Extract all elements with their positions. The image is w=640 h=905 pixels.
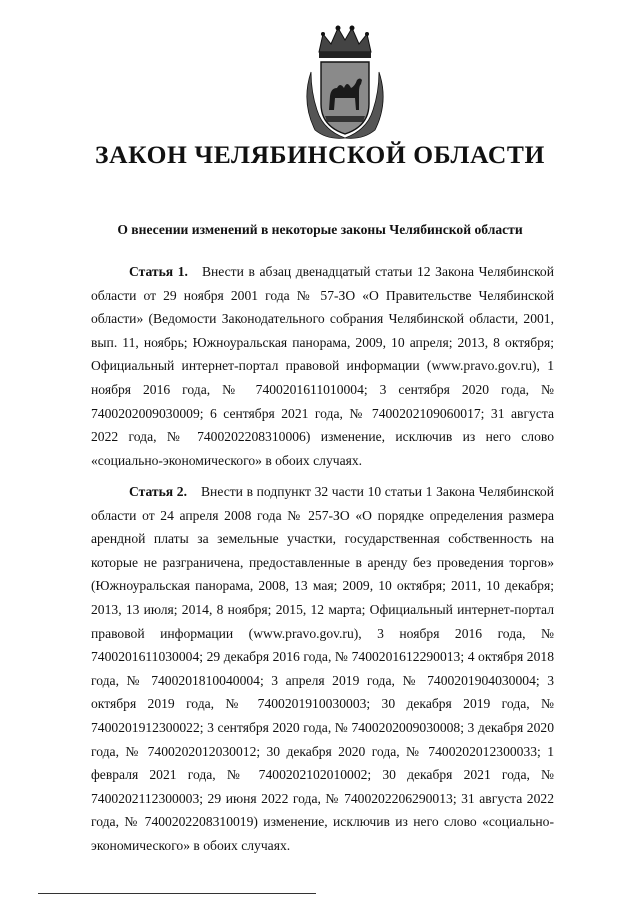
law-title: ЗАКОН ЧЕЛЯБИНСКОЙ ОБЛАСТИ bbox=[95, 140, 545, 169]
article-2-heading: Статья 2. bbox=[129, 484, 187, 499]
footer-divider bbox=[38, 893, 316, 894]
article-1-text: Внести в абзац двенадцатый статьи 12 Закона Челябинской области от 29 ноября 2001 года № 57-ЗО «О Правительстве Челябинской области» (Ведомости Законодательного собрания Челябинской области, 2001, вып. 11, ноябрь; Южноуральская панорама, 2009, 10 апреля; 2013, 8 октября; Официальный интернет-портал правовой информации (www.pravo.gov.ru), 1 ноября 2016 года, № 7400201611010004; 3 сентября 2020 года, № 7400202009030009; 6 сентября 2021 года, № 7400202109060017; 31 августа 2022 года, № 7400202208310006) изменение, исключив из него слово «социально-экономического» в обоих случаях. bbox=[91, 264, 554, 468]
law-subtitle: О внесении изменений в некоторые законы Челябинской области bbox=[117, 222, 523, 237]
coat-of-arms-icon bbox=[297, 22, 393, 142]
article-1-heading: Статья 1. bbox=[129, 264, 188, 279]
article-2-text: Внести в подпункт 32 части 10 статьи 1 Закона Челябинской области от 24 апреля 2008 года № 257-ЗО «О порядке определения размера арендной платы за земельные участки, государственная собственность на которые не разграничена, предоставленные в аренду без проведения торгов» (Южноуральская панорама, 2008, 13 мая; 2009, 10 октября; 2011, 10 декабря; 2013, 13 июля; 2014, 8 ноября; 2015, 12 марта; Официальный интернет-портал правовой информации (www.pravo.gov.ru), 3 ноября 2016 года, № 7400201611030004; 29 декабря 2016 года, № 7400201612290013; 4 октября 2018 года, № 7400201810040004; 3 апреля 2019 года, № 7400201904030004; 3 октября 2019 года, № 7400201910030003; 30 декабря 2019 года, № 7400201912300022; 3 сентября 2020 года, № 7400202009030008; 3 декабря 2020 года, № 7400202012030012; 30 декабря 2020 года, № 7400202012300033; 1 февраля 2021 года, № 7400202102010002; 30 декабря 2021 года, № 7400202112300003; 29 июня 2022 года, № 7400202206290013; 31 августа 2022 года, № 7400202208310019) изменение, исключив из него слово «социально-экономического» в обоих случаях. bbox=[91, 484, 554, 853]
article-1 bbox=[91, 260, 554, 472]
article-2 bbox=[91, 480, 554, 858]
